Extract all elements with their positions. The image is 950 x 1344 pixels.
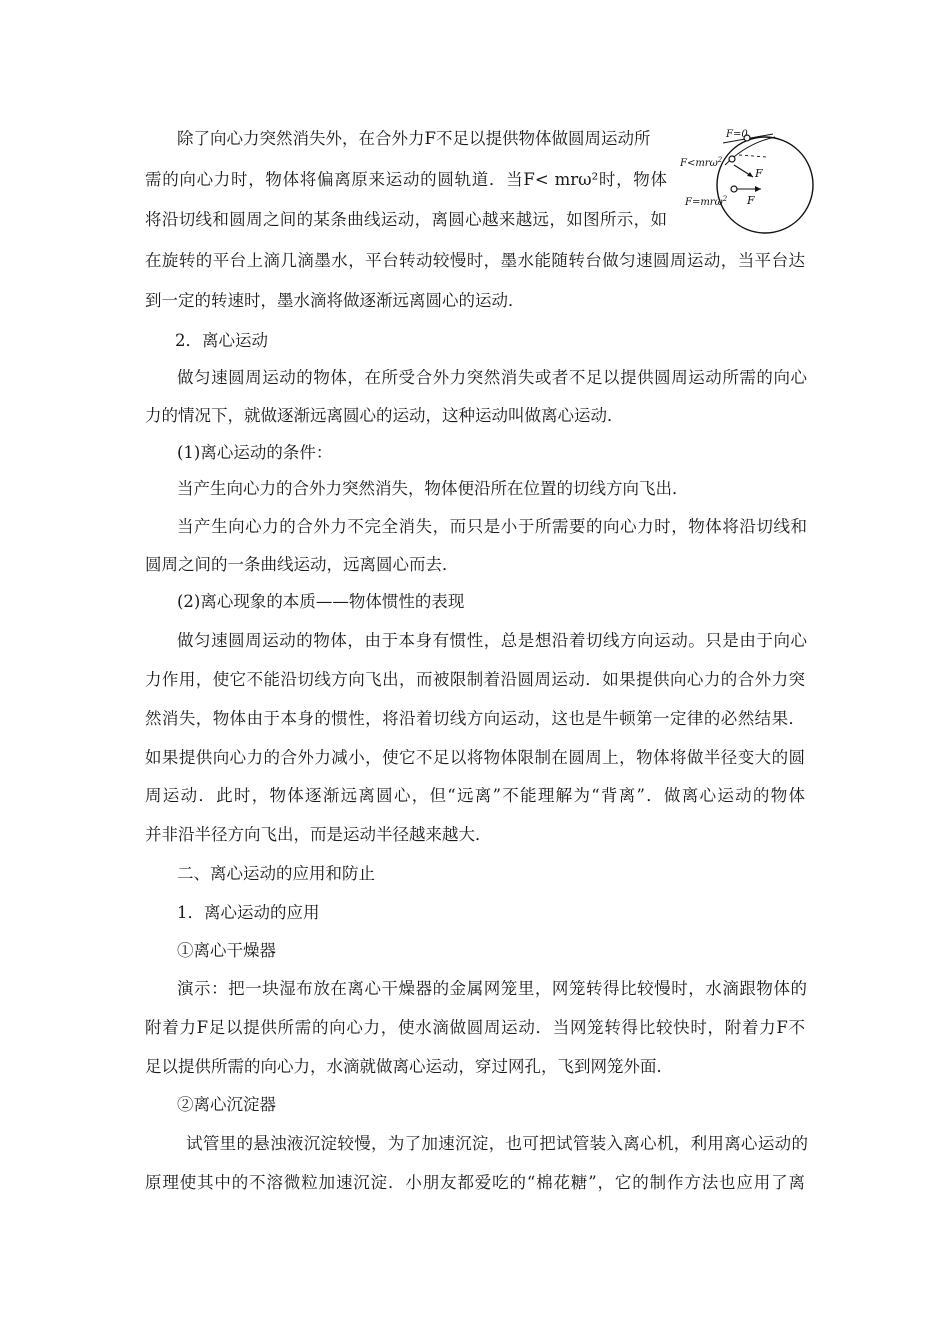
text-line: 演示：把一块湿布放在离心干燥器的金属网笼里，网笼转得比较慢时，水滴跟物体的	[177, 979, 807, 998]
text-line: 当产生向心力的合外力不完全消失，而只是小于所需要的向心力时，物体将沿切线和	[177, 517, 807, 536]
text-line: ②离心沉淀器	[177, 1095, 276, 1114]
circular-orbit	[717, 137, 813, 233]
text-line: (2)离心现象的本质——物体惯性的表现	[177, 592, 465, 611]
centrifugal-motion-figure	[677, 125, 817, 237]
arrowhead-mid	[747, 172, 753, 177]
text-line: 做匀速圆周运动的物体，在所受合外力突然消失或者不足以提供圆周运动所需的向心	[177, 368, 807, 387]
text-line: 在旋转的平台上滴几滴墨水，平台转动较慢时，墨水能随转台做匀速圆周运动，当平台达	[145, 251, 805, 270]
text-line: 2．离心运动	[175, 331, 268, 350]
text-line: 二、离心运动的应用和防止	[177, 864, 375, 883]
label-f-mid: F	[755, 167, 763, 180]
object-bottom	[731, 186, 737, 192]
text-line: 力的情况下，就做逐渐远离圆心的运动，这种运动叫做离心运动．	[145, 406, 624, 425]
text-line: ①离心干燥器	[177, 941, 276, 960]
text-line: 然消失，物体由于本身的惯性，将沿着切线方向运动，这也是牛顿第一定律的必然结果．	[145, 709, 805, 728]
text-line: 力作用，使它不能沿切线方向飞出，而被限制着沿圆周运动．如果提供向心力的合外力突	[145, 670, 805, 689]
object-mid	[729, 156, 735, 162]
text-line: 当产生向心力的合外力突然消失，物体便沿所在位置的切线方向飞出．	[177, 479, 689, 498]
label-f-zero: F=0	[726, 129, 748, 140]
arrowhead-bottom	[755, 186, 761, 192]
text-line: 需的向心力时，物体将偏离原来运动的圆轨道．当F< mrω²时，物体	[145, 170, 667, 189]
label-f-equal: F=mrω$^2$	[685, 195, 728, 208]
text-line: 做匀速圆周运动的物体，由于本身有惯性，总是想沿着切线方向运动。只是由于向心	[177, 631, 807, 650]
text-line: 并非沿半径方向飞出，而是运动半径越来越大．	[145, 825, 492, 844]
text-line: 圆周之间的一条曲线运动，远离圆心而去．	[145, 555, 459, 574]
text-line: 附着力F足以提供所需的向心力，使水滴做圆周运动．当网笼转得比较快时，附着力F不	[145, 1018, 805, 1037]
text-line: 除了向心力突然消失外，在合外力F不足以提供物体做圆周运动所	[177, 129, 651, 148]
text-line: 试管里的悬浊液沉淀较慢，为了加速沉淀，也可把试管装入离心机，利用离心运动的	[186, 1134, 808, 1153]
text-line: 将沿切线和圆周之间的某条曲线运动，离圆心越来越远，如图所示，如	[145, 210, 667, 229]
text-line: 如果提供向心力的合外力减小，使它不足以将物体限制在圆周上，物体将做半径变大的圆	[145, 748, 805, 767]
label-f-less: F<mrω$^2$	[680, 156, 723, 169]
velocity-dash	[739, 155, 767, 157]
text-line: 原理使其中的不溶微粒加速沉淀．小朋友都爱吃的“棉花糖”，它的制作方法也应用了离	[145, 1173, 805, 1192]
text-line: 到一定的转速时，墨水滴将做逐渐远离圆心的运动．	[145, 291, 525, 310]
text-line: (1)离心运动的条件：	[177, 443, 333, 462]
label-f-bottom: F	[747, 194, 755, 207]
text-line: 周运动．此时，物体逐渐远离圆心，但“远离”不能理解为“背离”．做离心运动的物体	[145, 786, 805, 805]
text-line: 足以提供所需的向心力，水滴就做离心运动，穿过网孔，飞到网笼外面．	[145, 1057, 673, 1076]
text-line: 1．离心运动的应用	[177, 903, 320, 922]
